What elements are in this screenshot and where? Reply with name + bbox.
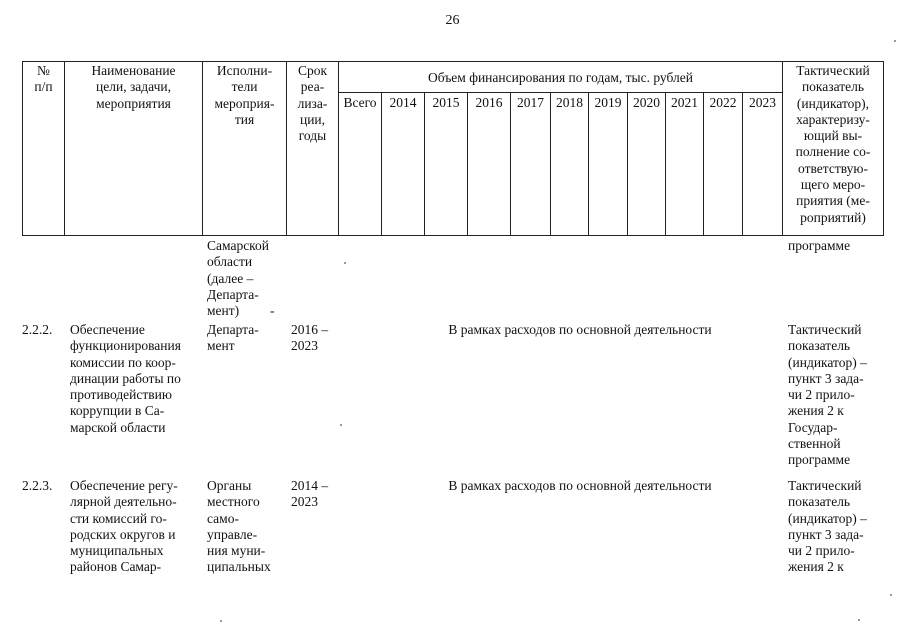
- continuation-indicator: программе: [788, 238, 851, 253]
- scan-speck: [220, 620, 222, 622]
- col-border: [742, 92, 743, 236]
- row-financing: В рамках расходов по основной деятельности: [448, 322, 712, 337]
- header-num: № п/п: [34, 63, 53, 95]
- col-border: [381, 92, 382, 236]
- page-number: 26: [445, 13, 460, 28]
- row-indicator: Тактический показатель (индикатор) – пункт 3 зада- чи 2 прило- жения 2 к Государ- ственной программе: [788, 322, 867, 468]
- header-executors: Исполни- тели мероприя- тия: [214, 63, 275, 127]
- col-border: [665, 92, 666, 236]
- header-year: 2014: [389, 95, 417, 110]
- header-year: 2017: [517, 95, 544, 110]
- row-num: 2.2.3.: [22, 478, 53, 493]
- header-year: 2019: [594, 95, 622, 110]
- scan-speck: [344, 262, 346, 264]
- scan-speck: [858, 619, 860, 621]
- header-year: 2021: [671, 95, 698, 110]
- row-name: Обеспечение регу- лярной деятельно- сти комиссий го- родских округов и муниципальных районов Самар-: [70, 478, 178, 575]
- header-year: 2022: [709, 95, 737, 110]
- financing-subheader-border: [338, 92, 782, 93]
- col-border: [883, 61, 884, 236]
- row-executors: Органы местного само- управле- ния муни- ципальных: [207, 478, 271, 575]
- scan-speck: [890, 594, 892, 596]
- col-border: [467, 92, 468, 236]
- header-financing-title: Объем финансирования по годам, тыс. рублей: [428, 70, 693, 85]
- row-executors: Департа- мент: [207, 322, 259, 354]
- header-term: Срок реа- лиза- ции, годы: [297, 63, 328, 144]
- row-name: Обеспечение функционирования комиссии по коор- динации работы по противодействию коррупции в Са- марской области: [70, 322, 181, 435]
- header-year: 2018: [556, 95, 583, 110]
- header-name: Наименование цели, задачи, мероприятия: [91, 63, 176, 111]
- col-border: [338, 61, 339, 236]
- header-year-total: Всего: [343, 95, 377, 110]
- table-top-border: [22, 61, 883, 62]
- row-term: 2014 – 2023: [291, 478, 329, 510]
- continuation-executors: Самарской области (далее – Департа- мент): [207, 238, 270, 319]
- row-term: 2016 – 2023: [291, 322, 329, 354]
- col-border: [550, 92, 551, 236]
- col-border: [627, 92, 628, 236]
- row-indicator: Тактический показатель (индикатор) – пункт 3 зада- чи 2 прило- жения 2 к: [788, 478, 867, 575]
- header-year: 2015: [432, 95, 460, 110]
- col-border: [588, 92, 589, 236]
- header-year: 2016: [475, 95, 503, 110]
- row-num: 2.2.2.: [22, 322, 53, 337]
- header-indicator: Тактический показатель (индикатор), характеризу- ющий вы- полнение со- ответствую- щего меро- приятия (ме- роприятий): [795, 63, 871, 225]
- col-border: [510, 92, 511, 236]
- table-bottom-border: [22, 235, 883, 236]
- col-border: [424, 92, 425, 236]
- scan-speck: [894, 40, 896, 42]
- header-year: 2020: [633, 95, 660, 110]
- col-border: [703, 92, 704, 236]
- scan-speck: [340, 424, 342, 426]
- row-financing: В рамках расходов по основной деятельности: [448, 478, 712, 493]
- header-year: 2023: [749, 95, 776, 110]
